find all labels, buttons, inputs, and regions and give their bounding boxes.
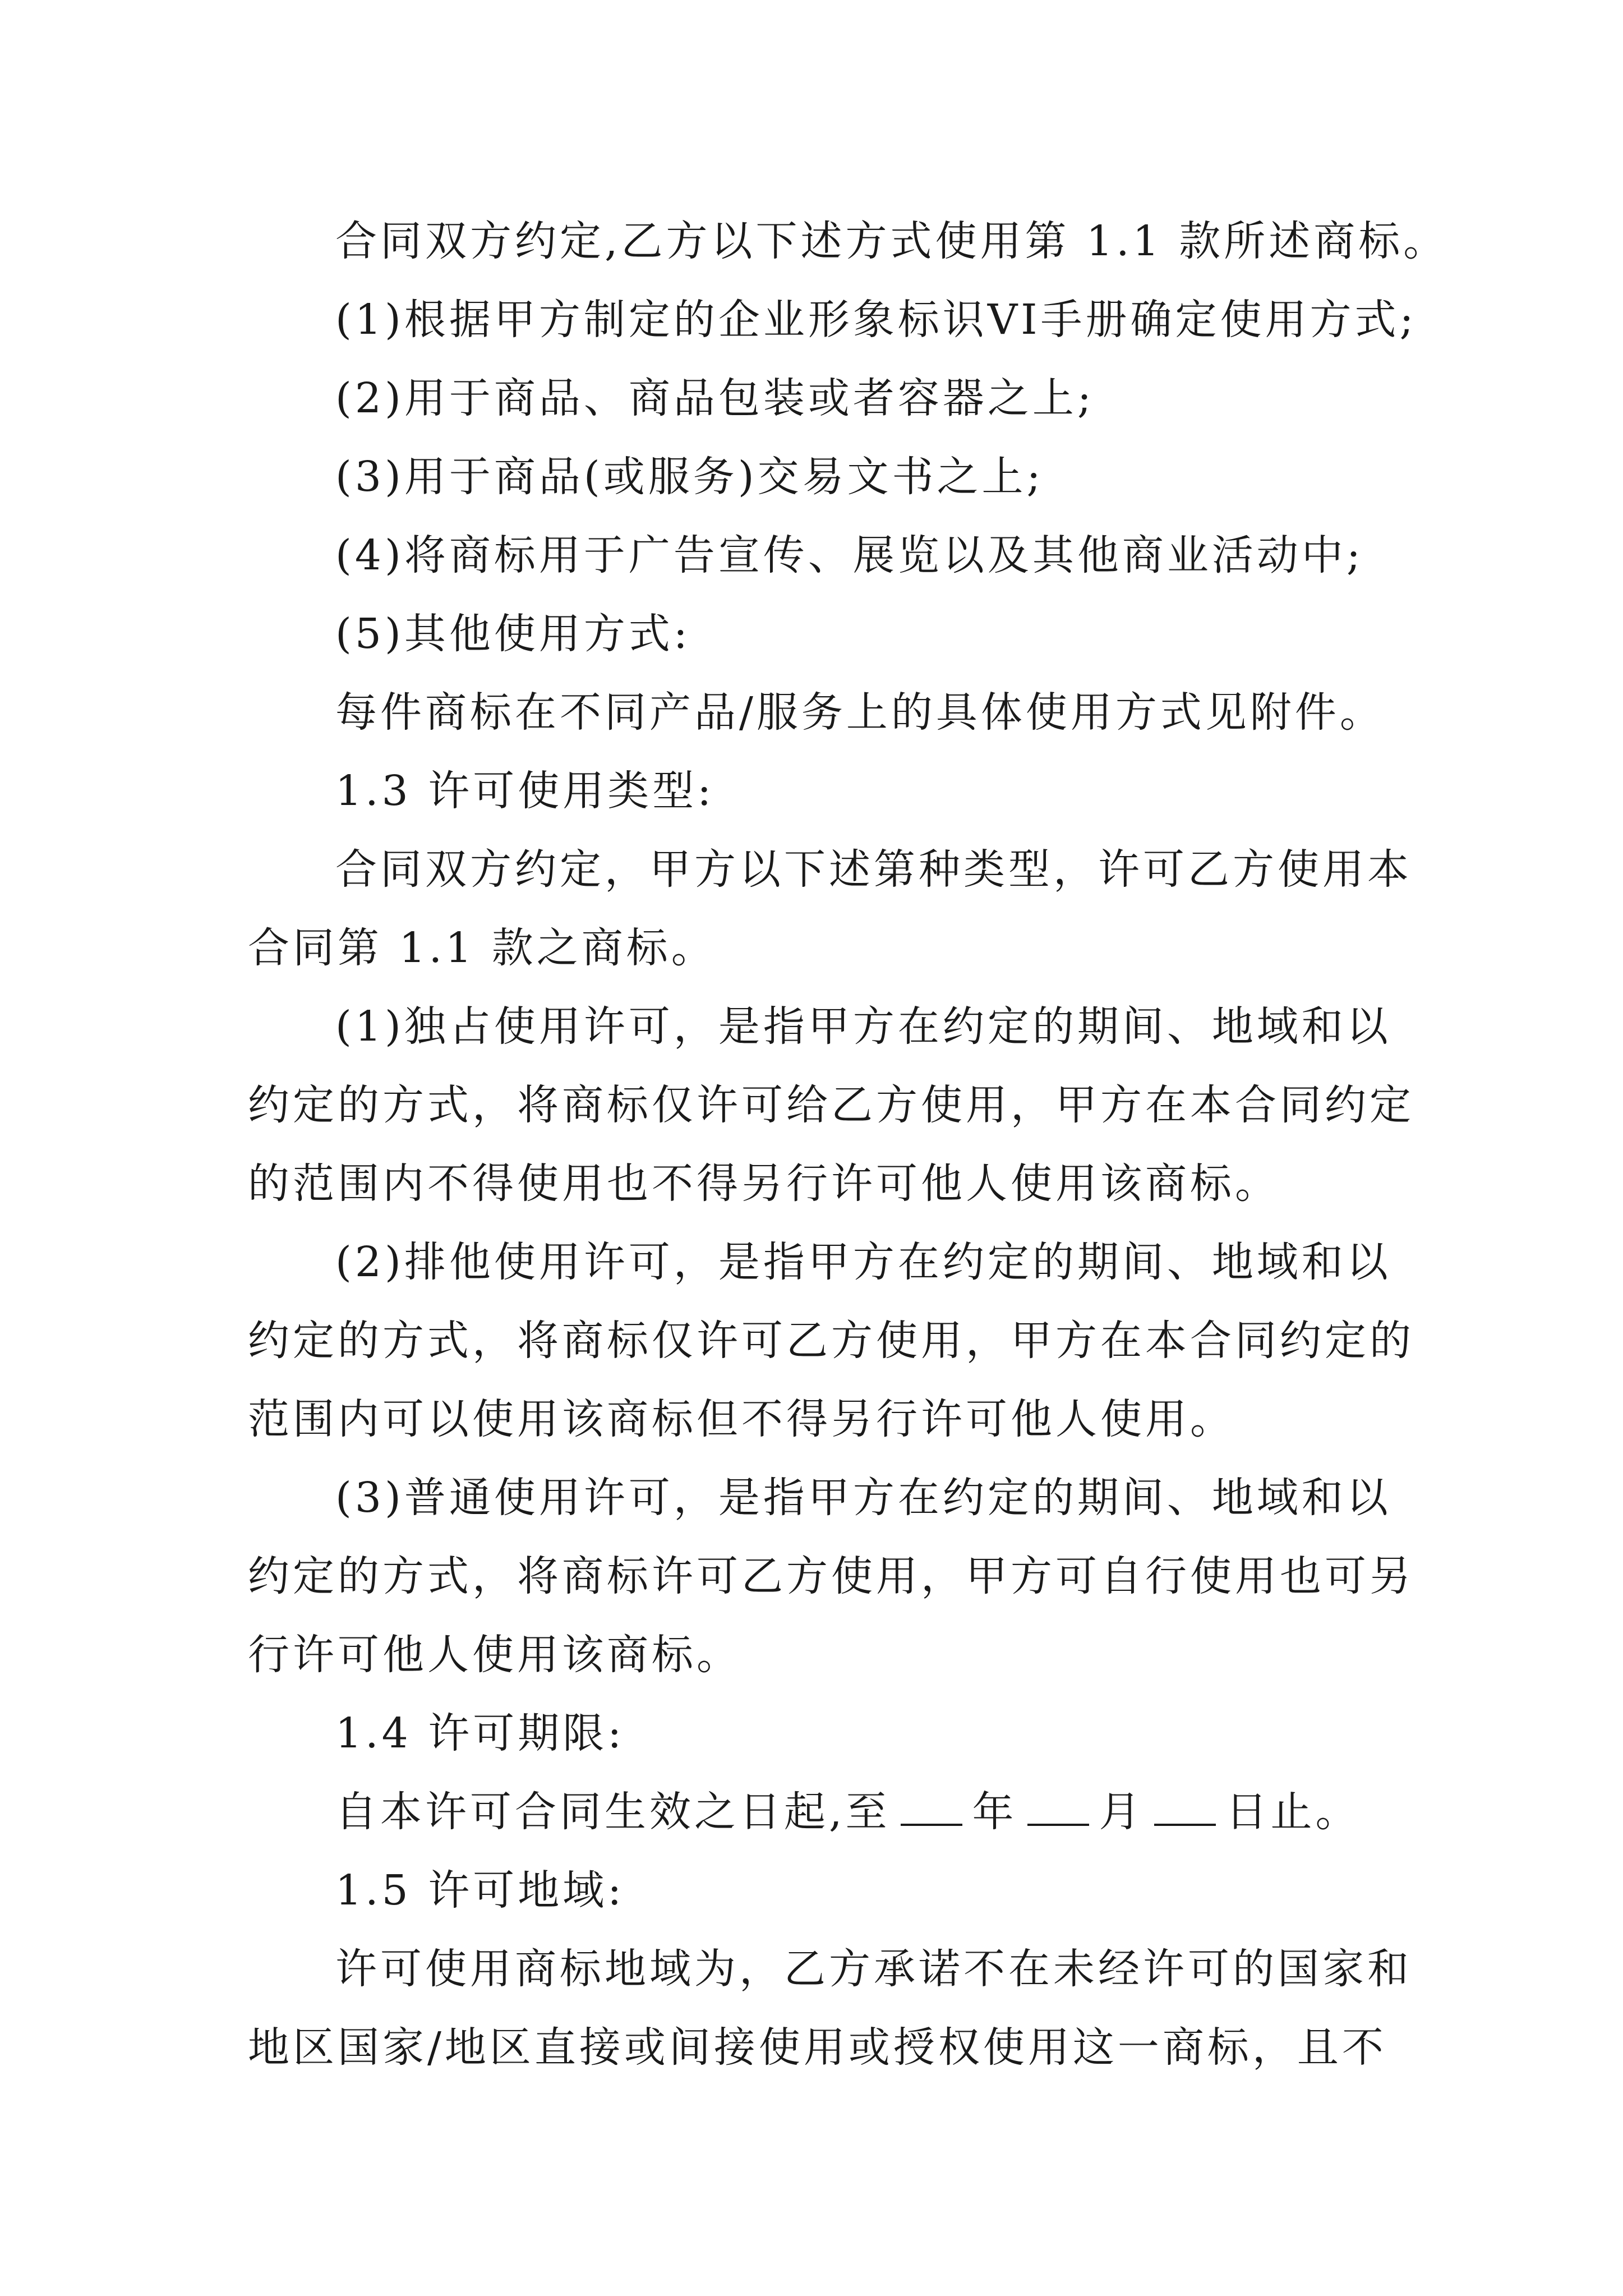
- day-blank: [1154, 1790, 1216, 1826]
- paragraph-line: 合同第 1.1 款之商标。: [248, 924, 716, 972]
- paragraph-line: 许可使用商标地域为，乙方承诺不在未经许可的国家和: [335, 1945, 1412, 1993]
- paragraph-line: (4)将商标用于广告宣传、展览以及其他商业活动中;: [335, 531, 1364, 579]
- paragraph-line: (3)用于商品(或服务)交易文书之上;: [335, 453, 1044, 501]
- paragraph-line: (2)排他使用许可，是指甲方在约定的期间、地域和以: [335, 1238, 1391, 1286]
- term-year: 年: [972, 1788, 1017, 1836]
- month-blank: [1027, 1790, 1089, 1826]
- paragraph-line: 约定的方式，将商标仅许可给乙方使用，甲方在本合同约定: [248, 1081, 1414, 1129]
- term-month: 月: [1099, 1788, 1144, 1836]
- paragraph-line: 行许可他人使用该商标。: [248, 1631, 741, 1679]
- paragraph-line: 合同双方约定，甲方以下述第种类型，许可乙方使用本: [335, 845, 1412, 894]
- paragraph-line: (1)独占使用许可，是指甲方在约定的期间、地域和以: [335, 1002, 1391, 1051]
- paragraph-line: 约定的方式，将商标许可乙方使用，甲方可自行使用也可另: [248, 1552, 1414, 1600]
- paragraph-line: 约定的方式，将商标仅许可乙方使用，甲方在本合同约定的: [248, 1317, 1414, 1365]
- paragraph-line: (1)根据甲方制定的企业形象标识VI手册确定使用方式;: [335, 296, 1417, 344]
- paragraph-line: (2)用于商品、商品包装或者容器之上;: [335, 374, 1095, 422]
- section-heading: 1.3 许可使用类型:: [335, 767, 715, 815]
- term-day-end: 日止。: [1225, 1788, 1361, 1836]
- term-prefix: 自本许可合同生效之日起,至: [335, 1788, 891, 1836]
- paragraph-line: 每件商标在不同产品/服务上的具体使用方式见附件。: [335, 688, 1385, 737]
- paragraph-line: 合同双方约定,乙方以下述方式使用第 1.1 款所述商标。: [335, 217, 1449, 265]
- paragraph-line: (3)普通使用许可，是指甲方在约定的期间、地域和以: [335, 1474, 1391, 1522]
- section-heading: 1.4 许可期限:: [335, 1709, 625, 1757]
- paragraph-line: 地区国家/地区直接或间接使用或授权使用这一商标，且不: [248, 2023, 1387, 2072]
- paragraph-line: 范围内可以使用该商标但不得另行许可他人使用。: [248, 1395, 1235, 1443]
- term-line: [335, 1784, 1361, 1840]
- paragraph-line: 的范围内不得使用也不得另行许可他人使用该商标。: [248, 1159, 1280, 1208]
- section-heading: 1.5 许可地域:: [335, 1866, 625, 1915]
- paragraph-line: (5)其他使用方式:: [335, 610, 691, 658]
- year-blank: [901, 1790, 962, 1826]
